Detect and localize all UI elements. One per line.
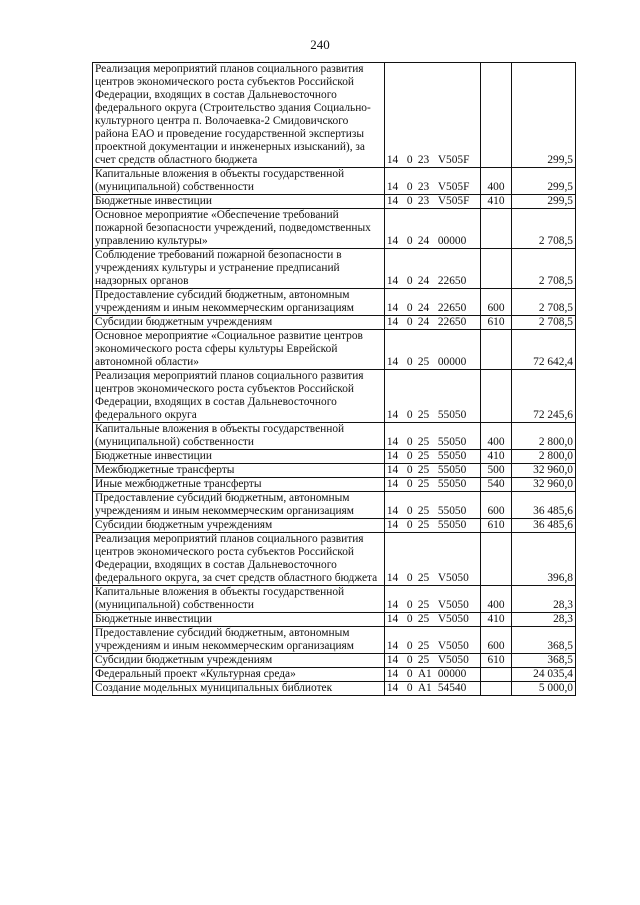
code-program: 25 xyxy=(417,640,430,652)
code-article: V5050 xyxy=(437,572,469,584)
row-amount: 2 708,5 xyxy=(511,209,575,249)
row-amount: 2 708,5 xyxy=(511,316,575,330)
code-article: 55050 xyxy=(437,436,467,448)
table-row xyxy=(93,478,576,492)
row-expense-type xyxy=(481,330,511,370)
code-program: 25 xyxy=(417,450,430,462)
row-expense-type xyxy=(481,533,511,586)
code-subsection: 0 xyxy=(406,436,413,448)
row-code xyxy=(384,63,481,168)
row-amount: 2 708,5 xyxy=(511,249,575,289)
code-program: 25 xyxy=(417,519,430,531)
code-program: A1 xyxy=(417,668,432,680)
row-description: Капитальные вложения в объекты государственной (муниципальной) собственности xyxy=(93,168,385,195)
row-expense-type xyxy=(481,209,511,249)
row-expense-type: 600 xyxy=(481,627,511,654)
code-subsection: 0 xyxy=(406,599,413,611)
row-amount: 28,3 xyxy=(511,613,575,627)
code-subsection: 0 xyxy=(406,195,413,207)
row-description: Капитальные вложения в объекты государственной (муниципальной) собственности xyxy=(93,586,385,613)
code-subsection: 0 xyxy=(406,235,413,247)
row-description: Субсидии бюджетным учреждениям xyxy=(93,316,385,330)
row-amount: 36 485,6 xyxy=(511,492,575,519)
code-section: 14 xyxy=(386,613,399,625)
row-expense-type xyxy=(481,682,511,696)
row-expense-type xyxy=(481,63,511,168)
code-article: 55050 xyxy=(437,409,467,421)
table-row xyxy=(93,450,576,464)
table-row xyxy=(93,533,576,586)
table-row xyxy=(93,330,576,370)
code-subsection: 0 xyxy=(406,505,413,517)
row-code xyxy=(384,423,481,450)
row-description: Создание модельных муниципальных библиотек xyxy=(93,682,385,696)
code-section: 14 xyxy=(386,505,399,517)
table-row xyxy=(93,627,576,654)
row-code xyxy=(384,195,481,209)
row-amount: 72 642,4 xyxy=(511,330,575,370)
code-article: 22650 xyxy=(437,302,467,314)
code-section: 14 xyxy=(386,316,399,328)
row-description: Бюджетные инвестиции xyxy=(93,613,385,627)
code-article: V5050 xyxy=(437,654,469,666)
row-expense-type: 610 xyxy=(481,654,511,668)
code-program: 23 xyxy=(417,181,430,193)
row-amount: 2 800,0 xyxy=(511,423,575,450)
code-section: 14 xyxy=(386,356,399,368)
table-row xyxy=(93,316,576,330)
code-section: 14 xyxy=(386,235,399,247)
code-subsection: 0 xyxy=(406,478,413,490)
code-subsection: 0 xyxy=(406,316,413,328)
row-code xyxy=(384,330,481,370)
row-amount: 299,5 xyxy=(511,63,575,168)
row-expense-type: 400 xyxy=(481,586,511,613)
row-expense-type: 610 xyxy=(481,519,511,533)
code-program: 25 xyxy=(417,478,430,490)
code-subsection: 0 xyxy=(406,668,413,680)
row-code xyxy=(384,289,481,316)
code-subsection: 0 xyxy=(406,275,413,287)
code-subsection: 0 xyxy=(406,613,413,625)
code-article: 00000 xyxy=(437,356,467,368)
row-description: Субсидии бюджетным учреждениям xyxy=(93,519,385,533)
row-amount: 24 035,4 xyxy=(511,668,575,682)
row-code xyxy=(384,668,481,682)
row-amount: 5 000,0 xyxy=(511,682,575,696)
row-code xyxy=(384,586,481,613)
table-row xyxy=(93,63,576,168)
code-program: 23 xyxy=(417,195,430,207)
row-amount: 368,5 xyxy=(511,627,575,654)
row-code xyxy=(384,249,481,289)
row-code xyxy=(384,682,481,696)
row-description: Предоставление субсидий бюджетным, автономным учреждениям и иным некоммерческим организациям xyxy=(93,627,385,654)
code-section: 14 xyxy=(386,181,399,193)
row-description: Межбюджетные трансферты xyxy=(93,464,385,478)
code-subsection: 0 xyxy=(406,519,413,531)
row-description: Реализация мероприятий планов социального развития центров экономического роста субъектов Российской Федерации, входящих в состав Дальневосточного федерального округа (Строительство здания Социально-культурного центра п. Волочаевка-2 Смидовичского района ЕАО и проведение государственной экспертизы проектной документации и инженерных изысканий), за счет средств областного бюджета xyxy=(93,63,385,168)
code-subsection: 0 xyxy=(406,572,413,584)
code-program: 25 xyxy=(417,505,430,517)
code-section: 14 xyxy=(386,668,399,680)
code-program: 25 xyxy=(417,356,430,368)
row-amount: 32 960,0 xyxy=(511,464,575,478)
code-program: 24 xyxy=(417,302,430,314)
code-section: 14 xyxy=(386,478,399,490)
code-program: 25 xyxy=(417,599,430,611)
code-subsection: 0 xyxy=(406,464,413,476)
row-expense-type: 540 xyxy=(481,478,511,492)
code-section: 14 xyxy=(386,464,399,476)
table-row xyxy=(93,423,576,450)
row-code xyxy=(384,209,481,249)
code-article: V505F xyxy=(437,195,470,207)
table-row xyxy=(93,209,576,249)
code-section: 14 xyxy=(386,572,399,584)
row-expense-type xyxy=(481,249,511,289)
code-subsection: 0 xyxy=(406,682,413,694)
row-description: Реализация мероприятий планов социального развития центров экономического роста субъектов Российской Федерации, входящих в состав Дальневосточного федерального округа, за счет средств областного бюджета xyxy=(93,533,385,586)
row-description: Основное мероприятие «Социальное развитие центров экономического роста сферы культуры Еврейской автономной области» xyxy=(93,330,385,370)
row-expense-type xyxy=(481,668,511,682)
row-description: Основное мероприятие «Обеспечение требований пожарной безопасности учреждений, подведомственных управлению культуры» xyxy=(93,209,385,249)
code-article: V5050 xyxy=(437,613,469,625)
row-description: Бюджетные инвестиции xyxy=(93,450,385,464)
row-code xyxy=(384,168,481,195)
row-amount: 2 800,0 xyxy=(511,450,575,464)
code-section: 14 xyxy=(386,409,399,421)
row-code xyxy=(384,492,481,519)
code-program: 24 xyxy=(417,316,430,328)
row-code xyxy=(384,316,481,330)
code-section: 14 xyxy=(386,275,399,287)
table-row xyxy=(93,168,576,195)
table-row xyxy=(93,668,576,682)
code-article: V505F xyxy=(437,154,470,166)
row-amount: 396,8 xyxy=(511,533,575,586)
table-row xyxy=(93,289,576,316)
row-amount: 32 960,0 xyxy=(511,478,575,492)
table-row xyxy=(93,195,576,209)
budget-table-body xyxy=(93,63,576,696)
code-article: 00000 xyxy=(437,668,467,680)
code-article: 22650 xyxy=(437,275,467,287)
row-code xyxy=(384,450,481,464)
row-description: Субсидии бюджетным учреждениям xyxy=(93,654,385,668)
row-code xyxy=(384,464,481,478)
code-section: 14 xyxy=(386,154,399,166)
row-code xyxy=(384,519,481,533)
row-code xyxy=(384,370,481,423)
code-article: 54540 xyxy=(437,682,467,694)
table-row xyxy=(93,654,576,668)
row-amount: 72 245,6 xyxy=(511,370,575,423)
code-section: 14 xyxy=(386,654,399,666)
code-article: 55050 xyxy=(437,464,467,476)
page-number: 240 xyxy=(310,37,330,52)
row-description: Федеральный проект «Культурная среда» xyxy=(93,668,385,682)
row-expense-type: 400 xyxy=(481,168,511,195)
row-expense-type: 500 xyxy=(481,464,511,478)
row-amount: 299,5 xyxy=(511,195,575,209)
row-expense-type: 400 xyxy=(481,423,511,450)
code-section: 14 xyxy=(386,640,399,652)
row-amount: 368,5 xyxy=(511,654,575,668)
code-program: 25 xyxy=(417,654,430,666)
code-article: 55050 xyxy=(437,505,467,517)
code-program: A1 xyxy=(417,682,432,694)
code-article: V5050 xyxy=(437,640,469,652)
code-program: 25 xyxy=(417,464,430,476)
code-article: 55050 xyxy=(437,450,467,462)
table-row xyxy=(93,519,576,533)
code-article: 55050 xyxy=(437,519,467,531)
code-section: 14 xyxy=(386,599,399,611)
row-code xyxy=(384,627,481,654)
code-section: 14 xyxy=(386,195,399,207)
row-expense-type: 610 xyxy=(481,316,511,330)
row-description: Соблюдение требований пожарной безопасности в учреждениях культуры и устранение предписаний надзорных органов xyxy=(93,249,385,289)
row-amount: 28,3 xyxy=(511,586,575,613)
row-expense-type: 600 xyxy=(481,289,511,316)
row-expense-type xyxy=(481,370,511,423)
row-expense-type: 410 xyxy=(481,613,511,627)
code-article: V5050 xyxy=(437,599,469,611)
code-program: 24 xyxy=(417,275,430,287)
row-code xyxy=(384,613,481,627)
row-amount: 36 485,6 xyxy=(511,519,575,533)
row-description: Предоставление субсидий бюджетным, автономным учреждениям и иным некоммерческим организациям xyxy=(93,289,385,316)
table-row xyxy=(93,464,576,478)
code-subsection: 0 xyxy=(406,154,413,166)
table-row xyxy=(93,492,576,519)
code-section: 14 xyxy=(386,450,399,462)
row-code xyxy=(384,533,481,586)
row-description: Иные межбюджетные трансферты xyxy=(93,478,385,492)
table-row xyxy=(93,682,576,696)
code-subsection: 0 xyxy=(406,409,413,421)
code-program: 23 xyxy=(417,154,430,166)
code-article: 00000 xyxy=(437,235,467,247)
code-subsection: 0 xyxy=(406,450,413,462)
table-row xyxy=(93,370,576,423)
code-article: 55050 xyxy=(437,478,467,490)
row-description: Бюджетные инвестиции xyxy=(93,195,385,209)
table-row xyxy=(93,586,576,613)
row-description: Капитальные вложения в объекты государственной (муниципальной) собственности xyxy=(93,423,385,450)
row-description: Предоставление субсидий бюджетным, автономным учреждениям и иным некоммерческим организациям xyxy=(93,492,385,519)
code-program: 25 xyxy=(417,409,430,421)
code-subsection: 0 xyxy=(406,302,413,314)
row-amount: 2 708,5 xyxy=(511,289,575,316)
table-row xyxy=(93,249,576,289)
code-program: 25 xyxy=(417,436,430,448)
code-section: 14 xyxy=(386,682,399,694)
row-amount: 299,5 xyxy=(511,168,575,195)
code-article: V505F xyxy=(437,181,470,193)
code-subsection: 0 xyxy=(406,181,413,193)
code-program: 25 xyxy=(417,613,430,625)
code-article: 22650 xyxy=(437,316,467,328)
row-expense-type: 600 xyxy=(481,492,511,519)
row-code xyxy=(384,478,481,492)
table-row xyxy=(93,613,576,627)
code-section: 14 xyxy=(386,302,399,314)
code-program: 24 xyxy=(417,235,430,247)
row-expense-type: 410 xyxy=(481,450,511,464)
code-subsection: 0 xyxy=(406,640,413,652)
code-section: 14 xyxy=(386,519,399,531)
code-program: 25 xyxy=(417,572,430,584)
code-subsection: 0 xyxy=(406,654,413,666)
budget-table xyxy=(92,62,576,696)
row-code xyxy=(384,654,481,668)
row-description: Реализация мероприятий планов социального развития центров экономического роста субъектов Российской Федерации, входящих в состав Дальневосточного федерального округа xyxy=(93,370,385,423)
code-subsection: 0 xyxy=(406,356,413,368)
row-expense-type: 410 xyxy=(481,195,511,209)
code-section: 14 xyxy=(386,436,399,448)
